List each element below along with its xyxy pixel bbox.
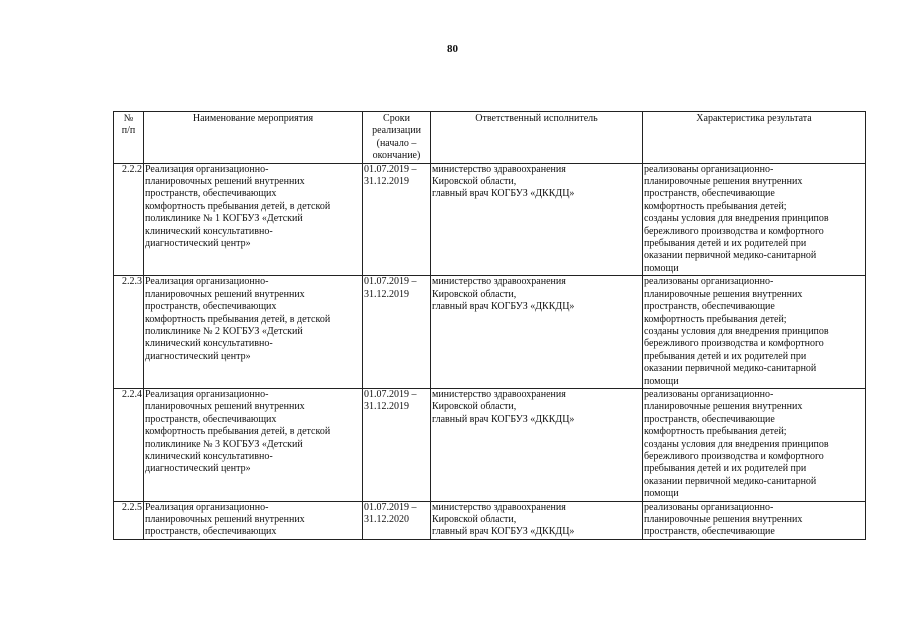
page-number: 80 xyxy=(447,43,458,55)
activity-name: Реализация организационно- планировочных решений внутренних пространств, обеспечивающих xyxy=(144,501,363,539)
row-number: 2.2.2 xyxy=(114,163,144,276)
table-row xyxy=(114,276,866,389)
dates: 01.07.2019 – 31.12.2020 xyxy=(363,501,431,539)
activity-name: Реализация организационно- планировочных решений внутренних пространств, обеспечивающих комфортность пребывания детей, в детской поликлинике № 2 КОГБУЗ «Детский клинический консультативно- диагностический центр» xyxy=(144,276,363,389)
result-description: реализованы организационно- планировочные решения внутренних пространств, обеспечивающие комфортность пребывания детей; созданы условия для внедрения принципов бережливого производства и комфортного пребывания детей и их родителей при оказании первичной медико-санитарной помощи xyxy=(643,276,866,389)
dates: 01.07.2019 – 31.12.2019 xyxy=(363,276,431,389)
result-description: реализованы организационно- планировочные решения внутренних пространств, обеспечивающие комфортность пребывания детей; созданы условия для внедрения принципов бережливого производства и комфортного пребывания детей и их родителей при оказании первичной медико-санитарной помощи xyxy=(643,163,866,276)
result-description: реализованы организационно- планировочные решения внутренних пространств, обеспечивающие комфортность пребывания детей; созданы условия для внедрения принципов бережливого производства и комфортного пребывания детей и их родителей при оказании первичной медико-санитарной помощи xyxy=(643,388,866,501)
activities-table xyxy=(113,111,866,540)
activity-name: Реализация организационно- планировочных решений внутренних пространств, обеспечивающих комфортность пребывания детей, в детской поликлинике № 3 КОГБУЗ «Детский клинический консультативно- диагностический центр» xyxy=(144,388,363,501)
dates: 01.07.2019 – 31.12.2019 xyxy=(363,163,431,276)
table-row xyxy=(114,388,866,501)
result-description: реализованы организационно- планировочные решения внутренних пространств, обеспечивающие xyxy=(643,501,866,539)
activity-name: Реализация организационно- планировочных решений внутренних пространств, обеспечивающих комфортность пребывания детей, в детской поликлинике № 1 КОГБУЗ «Детский клинический консультативно- диагностический центр» xyxy=(144,163,363,276)
row-number: 2.2.4 xyxy=(114,388,144,501)
header-activity-name: Наименование мероприятия xyxy=(144,112,363,164)
header-result: Характеристика результата xyxy=(643,112,866,164)
table-header-row xyxy=(114,112,866,164)
executor: министерство здравоохранения Кировской области, главный врач КОГБУЗ «ДККДЦ» xyxy=(431,388,643,501)
row-number: 2.2.5 xyxy=(114,501,144,539)
header-number: № п/п xyxy=(114,112,144,164)
header-executor: Ответственный исполнитель xyxy=(431,112,643,164)
table-row xyxy=(114,163,866,276)
row-number: 2.2.3 xyxy=(114,276,144,389)
table-row xyxy=(114,501,866,539)
executor: министерство здравоохранения Кировской области, главный врач КОГБУЗ «ДККДЦ» xyxy=(431,276,643,389)
dates: 01.07.2019 – 31.12.2019 xyxy=(363,388,431,501)
executor: министерство здравоохранения Кировской области, главный врач КОГБУЗ «ДККДЦ» xyxy=(431,163,643,276)
executor: министерство здравоохранения Кировской области, главный врач КОГБУЗ «ДККДЦ» xyxy=(431,501,643,539)
header-dates: Сроки реализации (начало – окончание) xyxy=(363,112,431,164)
